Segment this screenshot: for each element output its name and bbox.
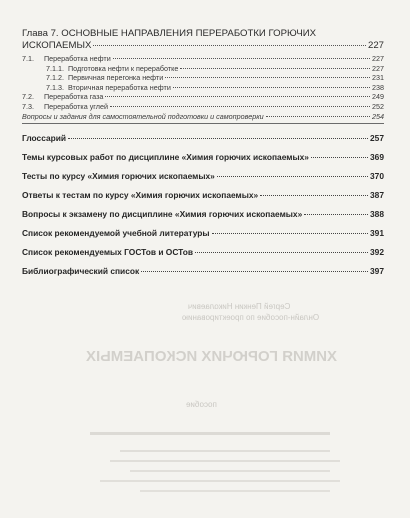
chapter-title-line1: Глава 7. ОСНОВНЫЕ НАПРАВЛЕНИЯ ПЕРЕРАБОТКИ ГОРЮЧИХ xyxy=(22,28,317,39)
toc-major-entry[interactable] xyxy=(22,190,384,201)
section-label: Переработка углей xyxy=(44,101,108,111)
page-number: 252 xyxy=(372,101,384,111)
toc-major-entry[interactable] xyxy=(22,228,384,239)
toc-section[interactable] xyxy=(22,102,384,112)
entry-label: Тесты по курсу «Химия горючих ископаемых» xyxy=(22,171,215,182)
page-number: 227 xyxy=(372,54,384,63)
dot-leader xyxy=(173,87,370,88)
entry-label: Темы курсовых работ по дисциплине «Химия горючих ископаемых» xyxy=(22,152,309,163)
ghost-bar xyxy=(140,490,330,492)
toc-subsection[interactable] xyxy=(22,64,384,74)
section-number: 7.1.3. xyxy=(46,82,64,92)
entry-label: Библиографический список xyxy=(22,266,140,277)
dot-leader xyxy=(180,68,370,69)
section-number: 7.1.1. xyxy=(46,63,64,73)
dot-leader xyxy=(105,96,370,97)
section-number: 7.3. xyxy=(22,101,34,111)
toc-major-entry[interactable] xyxy=(22,266,384,277)
page-number: 369 xyxy=(370,152,384,163)
ghost-line: пособие xyxy=(186,400,217,409)
dot-leader xyxy=(113,58,370,59)
page-number: 257 xyxy=(370,133,384,144)
ghost-bar xyxy=(90,432,330,435)
section-label: Переработка газа xyxy=(44,92,104,102)
dot-leader xyxy=(212,233,368,234)
section-number: 7.2. xyxy=(22,92,34,102)
bleed-through-text xyxy=(0,300,410,518)
page-number: 231 xyxy=(372,73,384,83)
ghost-bar xyxy=(100,480,340,482)
table-of-contents xyxy=(22,28,384,277)
ghost-bar xyxy=(110,460,340,462)
chapter-title xyxy=(22,28,384,40)
page-number: 238 xyxy=(372,82,384,92)
toc-section[interactable] xyxy=(22,54,384,64)
dot-leader xyxy=(260,195,368,196)
dot-leader xyxy=(195,252,368,253)
chapter-entry[interactable] xyxy=(22,40,384,51)
ghost-title: ХИМИЯ ГОРЮЧИХ ИСКОПАЕМЫХ xyxy=(86,348,337,365)
page-number: 388 xyxy=(370,209,384,220)
entry-label: Вопросы к экзамену по дисциплине «Химия горючих ископаемых» xyxy=(22,209,303,220)
section-label: Первичная перегонка нефти xyxy=(68,73,164,83)
toc-major-entry[interactable] xyxy=(22,152,384,163)
dot-leader xyxy=(304,214,368,215)
toc-major-entry[interactable] xyxy=(22,247,384,258)
page-number: 249 xyxy=(372,92,384,102)
entry-label: Список рекомендуемых ГОСТов и ОСТов xyxy=(22,247,194,258)
section-divider xyxy=(22,123,384,124)
entry-label: Глоссарий xyxy=(22,133,67,144)
ghost-bar xyxy=(130,470,330,472)
toc-questions[interactable] xyxy=(22,112,384,122)
section-number: 7.1. xyxy=(22,54,34,63)
page-number: 227 xyxy=(372,63,384,73)
toc-major-entry[interactable] xyxy=(22,209,384,220)
section-label: Подготовка нефти к переработке xyxy=(68,63,179,73)
dot-leader xyxy=(141,271,368,272)
toc-major-entry[interactable] xyxy=(22,171,384,182)
page-number: 392 xyxy=(370,247,384,258)
dot-leader xyxy=(110,106,370,107)
page-number: 391 xyxy=(370,228,384,239)
dot-leader xyxy=(266,116,370,117)
dot-leader xyxy=(217,176,368,177)
dot-leader xyxy=(68,138,368,139)
section-label: Переработка нефти xyxy=(44,54,111,63)
page-number: 387 xyxy=(370,190,384,201)
page-number: 254 xyxy=(372,111,384,121)
toc-major-entry[interactable] xyxy=(22,133,384,144)
toc-subsection[interactable] xyxy=(22,73,384,83)
dot-leader xyxy=(165,77,370,78)
page-number: 370 xyxy=(370,171,384,182)
dot-leader xyxy=(311,157,368,158)
ghost-line: Онлайн-пособие по проектированию xyxy=(182,313,320,322)
ghost-line: Сергей Пенкин Николаевич xyxy=(188,302,291,311)
page-number: 227 xyxy=(367,40,384,51)
toc-subsection[interactable] xyxy=(22,83,384,93)
dot-leader xyxy=(93,45,366,46)
entry-label: Ответы к тестам по курсу «Химия горючих ископаемых» xyxy=(22,190,259,201)
chapter-title-line2: ИСКОПАЕМЫХ xyxy=(22,40,92,51)
ghost-bar xyxy=(120,450,330,452)
section-number: 7.1.2. xyxy=(46,73,64,83)
section-label: Вторичная переработка нефти xyxy=(68,82,171,92)
questions-label: Вопросы и задания для самостоятельной подготовки и самопроверки xyxy=(22,111,264,121)
page-number: 397 xyxy=(370,266,384,277)
toc-section[interactable] xyxy=(22,92,384,102)
entry-label: Список рекомендуемой учебной литературы xyxy=(22,228,210,239)
